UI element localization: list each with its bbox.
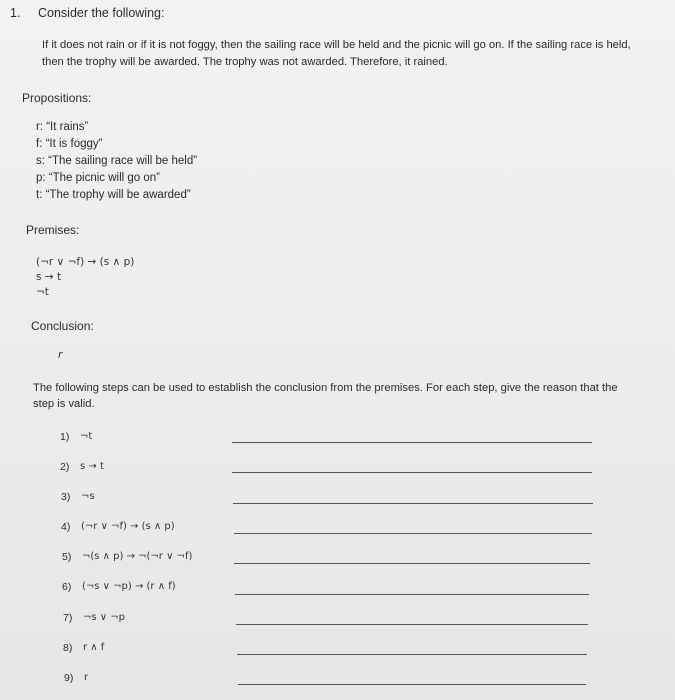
step-3-expression: ¬s	[81, 491, 95, 502]
propositions-heading: Propositions:	[22, 91, 92, 105]
step-9-expression: r	[84, 672, 89, 683]
step-8-expression: r ∧ f	[83, 642, 105, 653]
step-3-reason-line[interactable]	[233, 503, 593, 504]
step-4-number: 4)	[61, 521, 71, 533]
conclusion-value: r	[58, 349, 63, 361]
step-9-number: 9)	[64, 672, 74, 684]
step-6-expression: (¬s ∨ ¬p) → (r ∧ f)	[82, 581, 176, 592]
proposition-t: t: “The trophy will be awarded”	[36, 189, 191, 201]
step-4-expression: (¬r ∨ ¬f) → (s ∧ p)	[81, 521, 175, 532]
premise-1: (¬r ∨ ¬f) → (s ∧ p)	[36, 256, 135, 268]
step-4-reason-line[interactable]	[234, 533, 592, 534]
step-2-expression: s → t	[80, 461, 104, 472]
step-5-expression: ¬(s ∧ p) → ¬(¬r ∨ ¬f)	[82, 551, 193, 562]
step-6-reason-line[interactable]	[235, 594, 589, 595]
conclusion-heading: Conclusion:	[31, 319, 94, 333]
step-8-number: 8)	[63, 642, 73, 654]
step-1-expression: ¬t	[80, 431, 93, 442]
step-1-number: 1)	[60, 431, 70, 443]
premises-heading: Premises:	[26, 223, 80, 237]
proposition-p: p: “The picnic will go on”	[36, 172, 160, 184]
step-5-number: 5)	[62, 551, 72, 563]
proposition-f: f: “It is foggy”	[36, 138, 103, 150]
step-5-reason-line[interactable]	[234, 563, 590, 564]
step-7-expression: ¬s ∨ ¬p	[83, 612, 125, 623]
step-3-number: 3)	[61, 491, 71, 503]
step-2-reason-line[interactable]	[232, 472, 592, 473]
premise-3: ¬t	[36, 286, 49, 298]
proposition-s: s: “The sailing race will be held”	[36, 155, 198, 167]
step-8-reason-line[interactable]	[237, 654, 587, 655]
step-2-number: 2)	[60, 461, 70, 473]
instructions-text: The following steps can be used to establish the conclusion from the premises. For each step, give the reason that the step is valid.	[33, 382, 618, 410]
step-7-number: 7)	[63, 612, 73, 624]
step-9-reason-line[interactable]	[238, 684, 586, 685]
question-title: Consider the following:	[38, 6, 165, 20]
step-1-reason-line[interactable]	[232, 442, 592, 443]
question-number: 1.	[10, 6, 21, 20]
premise-2: s → t	[36, 271, 62, 283]
proposition-r: r: “It rains”	[36, 121, 89, 133]
problem-statement: If it does not rain or if it is not foggy, then the sailing race will be held and the picnic will go on. If the sailing race is held, then the trophy will be awarded. The trophy was not awarded. Therefore, it rained.	[42, 39, 631, 68]
step-6-number: 6)	[62, 581, 72, 593]
step-7-reason-line[interactable]	[236, 624, 588, 625]
